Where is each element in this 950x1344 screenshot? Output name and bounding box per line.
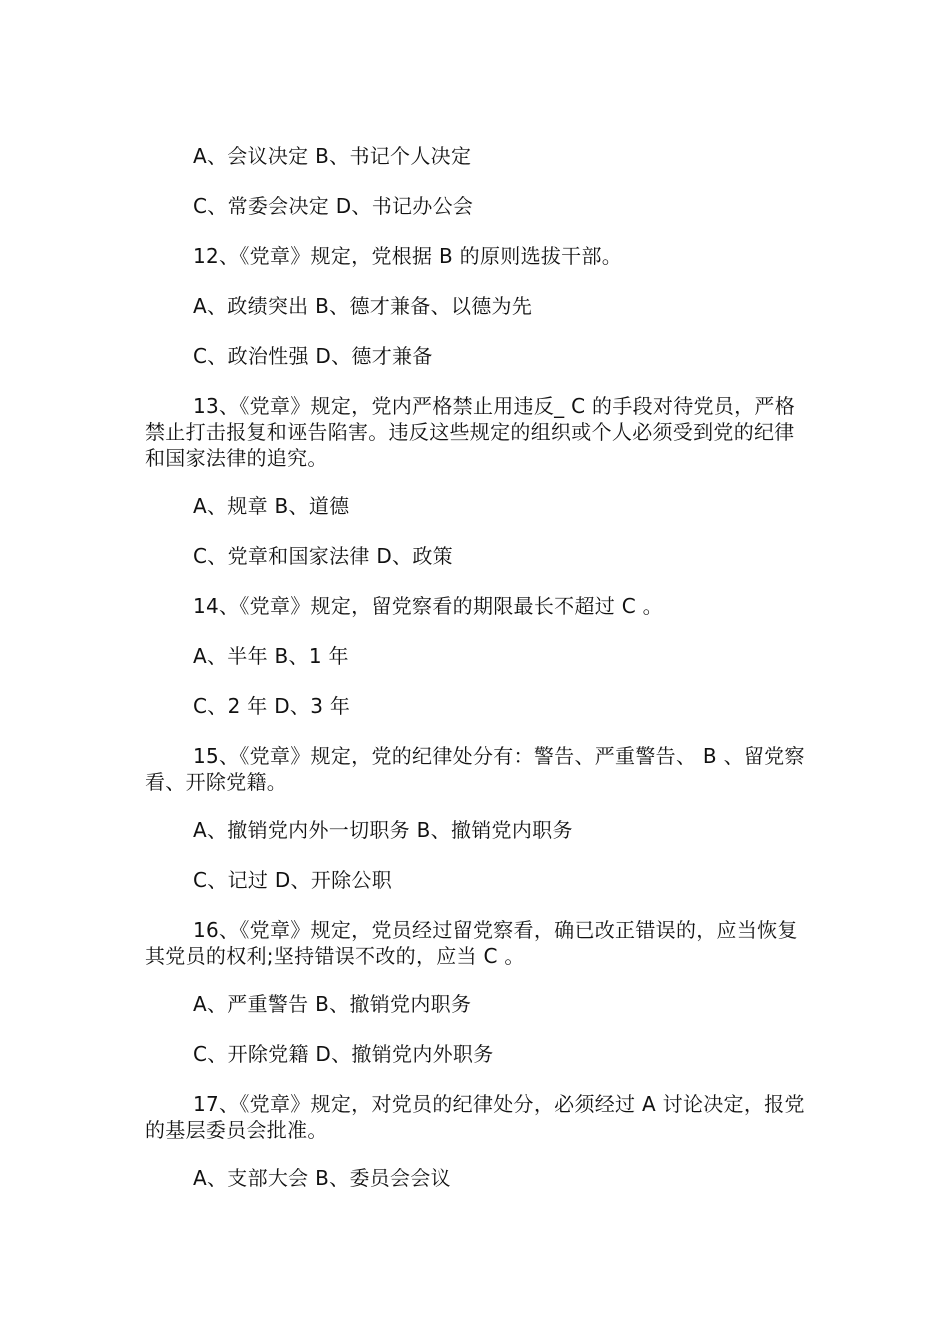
- answer-options: A、支部大会 B、委员会会议: [193, 1166, 451, 1190]
- answer-options: C、常委会决定 D、书记办公会: [193, 194, 474, 218]
- answer-options: A、半年 B、1 年: [193, 644, 349, 668]
- answer-options: C、政治性强 D、德才兼备: [193, 344, 433, 368]
- answer-options: A、规章 B、道德: [193, 494, 350, 518]
- question-12: 12、《党章》规定，党根据 B 的原则选拔干部。: [193, 244, 623, 268]
- answer-options: A、严重警告 B、撤销党内职务: [193, 992, 472, 1016]
- question-13: 13、《党章》规定，党内严格禁止用违反_ C 的手段对待党员，严格禁止打击报复和诬告陷害。违反这些规定的组织或个人必须受到党的纪律和国家法律的追究。: [145, 394, 796, 470]
- answer-options: A、撤销党内外一切职务 B、撤销党内职务: [193, 818, 573, 842]
- question-16: 16、《党章》规定，党员经过留党察看，确已改正错误的，应当恢复其党员的权利;坚持错误不改的，应当 C 。: [145, 918, 798, 968]
- question-17: 17、《党章》规定，对党员的纪律处分，必须经过 A 讨论决定，报党的基层委员会批准。: [145, 1092, 805, 1142]
- question-15: 15、《党章》规定，党的纪律处分有：警告、严重警告、 B 、留党察看、开除党籍。: [145, 744, 805, 794]
- answer-options: A、政绩突出 B、德才兼备、以德为先: [193, 294, 533, 318]
- answer-options: A、会议决定 B、书记个人决定: [193, 144, 472, 168]
- answer-options: C、2 年 D、3 年: [193, 694, 351, 718]
- question-14: 14、《党章》规定，留党察看的期限最长不超过 C 。: [193, 594, 663, 618]
- document-body: [145, 143, 810, 1215]
- answer-options: C、开除党籍 D、撤销党内外职务: [193, 1042, 494, 1066]
- answer-options: C、党章和国家法律 D、政策: [193, 544, 453, 568]
- answer-options: C、记过 D、开除公职: [193, 868, 393, 892]
